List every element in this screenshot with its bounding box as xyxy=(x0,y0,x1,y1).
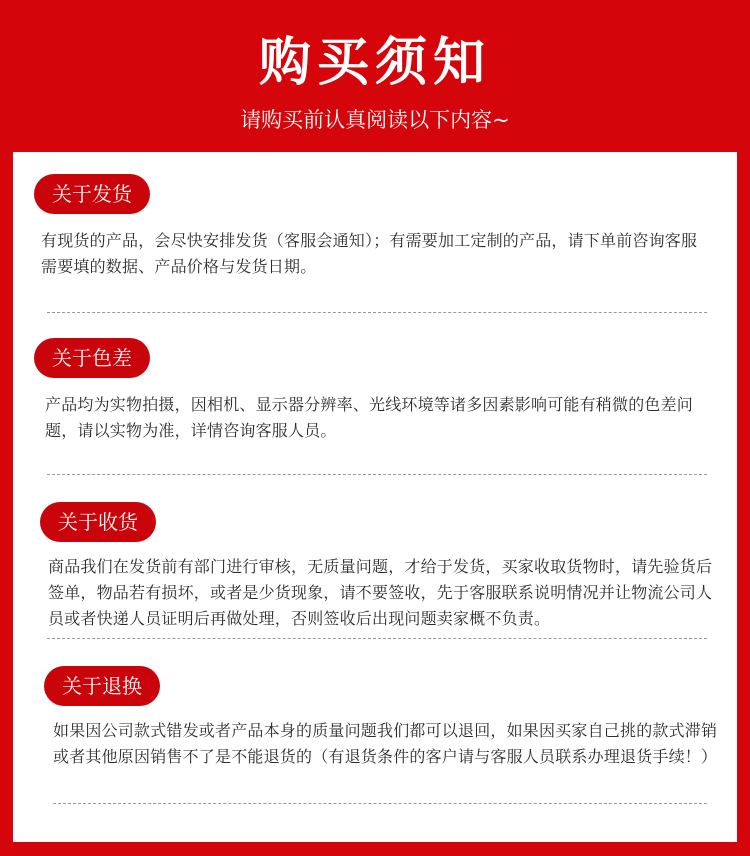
section-text-returns: 如果因公司款式错发或者产品本身的质量问题我们都可以退回，如果因买家自己挑的款式滞销或者其他原因销售不了是不能退货的（有退货条件的客户请与客服人员联系办理退货手续！） xyxy=(53,721,718,766)
header xyxy=(0,0,750,152)
section-divider xyxy=(47,474,707,475)
section-tag-returns: 关于退换 xyxy=(44,666,160,706)
page-subtitle: 请购买前认真阅读以下内容~ xyxy=(240,108,510,132)
page-title: 购买须知 xyxy=(258,33,491,93)
section-text-shipping: 有现货的产品，会尽快安排发货（客服会通知）；有需要加工定制的产品，请下单前咨询客服需要填的数据、产品价格与发货日期。 xyxy=(41,231,698,276)
section-tag-shipping: 关于发货 xyxy=(34,174,150,214)
content-panel xyxy=(13,152,737,842)
section-divider xyxy=(53,803,707,804)
section-text-color-difference: 产品均为实物拍摄，因相机、显示器分辨率、光线环境等诸多因素影响可能有稍微的色差问题，请以实物为准，详情咨询客服人员。 xyxy=(45,395,694,440)
section-divider xyxy=(47,638,707,639)
section-text-receiving: 商品我们在发货前有部门进行审核，无质量问题，才给于发货，买家收取货物时，请先验货后签单，物品若有损坏，或者是少货现象，请不要签收，先于客服联系说明情况并让物流公司人员或者快递人员证明后再做处理，否则签收后出现问题卖家概不负责。 xyxy=(48,557,713,628)
section-tag-receiving: 关于收货 xyxy=(40,502,156,542)
section-tag-color-difference: 关于色差 xyxy=(34,338,150,378)
section-divider xyxy=(47,312,707,313)
